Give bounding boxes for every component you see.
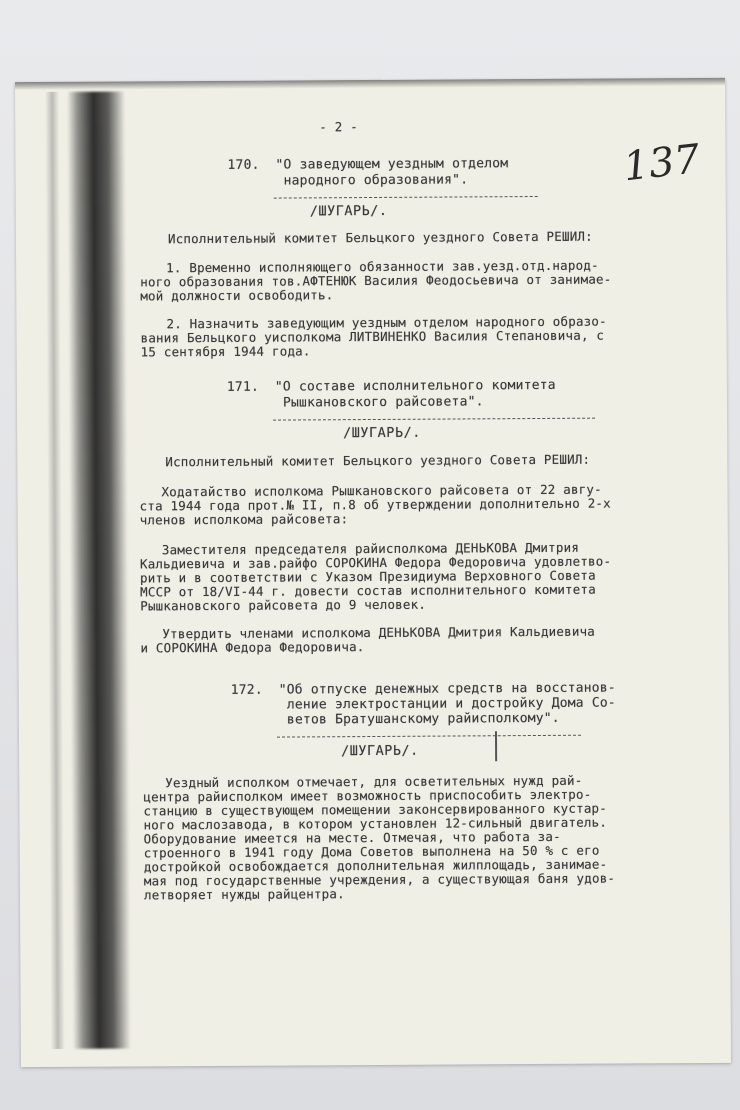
section-171-title-line-2: Рышкановского райсовета".: [282, 394, 484, 411]
section-172-signature: /ШУГАРЬ/.: [341, 742, 419, 760]
section-172-divider: [277, 735, 581, 738]
section-171-p1-line-2: ста 1944 года прот.№ II, п.8 об утверждении дополнительно 2-х: [139, 495, 611, 514]
section-170-title-line-2: народного образования".: [283, 172, 469, 189]
binding-shadow-light: [45, 92, 65, 1049]
section-171-p1-line-3: членов исполкома райсовета:: [139, 511, 349, 528]
section-172-p1-line-9: летворяет нужды райцентра.: [143, 886, 345, 903]
section-171-p2-line-1: Заместителя председателя райисполкома ДЕНЬКОВА Дмитрия: [161, 539, 580, 558]
section-172-title-line-2: ление электростанции и достройку Дома Со-: [286, 695, 616, 713]
section-172-p1-line-5: Оборудование имеется на месте. Отмечая, что работа за-: [143, 828, 561, 847]
section-171-p2-line-2: Кальдиевича и зав.райфо СОРОКИНА Федора Федоровича удовлетво-: [139, 553, 612, 572]
section-170-divider: [274, 196, 538, 199]
section-171-title-line-1: "О составе исполнительного комитета: [274, 377, 556, 395]
section-170-title-line-1: "О заведующем уездным отделом: [275, 156, 509, 173]
section-170-p1-line-3: мой должности освободить.: [140, 287, 334, 304]
section-172-title-line-1: "Об отпуске денежных средств на восстанов-: [278, 680, 616, 698]
section-172-p1-line-7: достройкой освобождается дополнительная жилплощадь, занимае-: [143, 856, 608, 875]
document-sheet: [15, 78, 731, 1067]
section-172-p1-line-3: станцию в существующем помещении законсервированного кустар-: [143, 800, 608, 819]
section-172-p1-line-4: ного маслозавода, в котором установлен 12-сильный двигатель.: [143, 814, 608, 833]
section-171-p3-line-1: Утвердить членами исполкома ДЕНЬКОВА Дмитрия Кальдиевича: [162, 623, 596, 642]
top-shadow-edge: [15, 78, 725, 90]
section-172-p1-line-8: мая под государственные учреждения, а существующая баня удов-: [143, 870, 616, 889]
pencil-mark: [495, 731, 497, 761]
section-170-p1-line-2: ного образования тов.АФТЕНЮК Василия Феодосьевича от занимае-: [140, 271, 612, 290]
page-number: - 2 -: [319, 119, 358, 135]
handwritten-archive-number: 137: [621, 136, 703, 191]
section-172-p1-line-1: Уездный исполком отмечает, для осветительных нужд рай-: [165, 772, 583, 791]
section-171-p2-line-5: Рышкановского райсовета до 9 человек.: [140, 596, 427, 614]
section-171-p3-line-2: и СОРОКИНА Федора Федоровича.: [140, 639, 365, 656]
section-170-p2-line-2: вания Бельцкого уисполкома ЛИТВИНЕНКО Василия Степановича, с: [140, 327, 605, 346]
section-172-p1-line-6: строенного в 1941 году Дома Советов выполнена на 50 % с его: [143, 842, 600, 861]
section-172-number: 172.: [230, 682, 263, 698]
binding-shadow: [67, 92, 131, 1049]
section-171-p1-line-1: Ходатайство исполкома Рышкановского райсовета от 22 авгу-: [161, 481, 602, 500]
section-170-signature: /ШУГАРЬ/.: [309, 202, 388, 220]
section-172-title-line-3: ветов Братушанскому райисполкому".: [286, 710, 560, 728]
section-171-p2-line-3: рить и в соответствии с Указом Президиума Верховного Совета: [139, 567, 596, 586]
section-170-p1-line-1: 1. Временно исполняющего обязанности зав.уезд.отд.народ-: [166, 257, 599, 276]
section-170-p2-line-3: 15 сентября 1944 года.: [140, 343, 311, 360]
section-172-p1-line-2: центра райисполком имеет возможность приспособить электро-: [143, 786, 592, 805]
section-171-p2-line-4: МССР от 18/VI-44 г. довести состав исполнительного комитета: [140, 581, 596, 600]
section-171-number: 171.: [226, 379, 260, 395]
section-171-signature: /ШУГАРЬ/.: [343, 424, 421, 442]
section-171-divider: [273, 418, 595, 421]
section-171-preamble: Исполнительный комитет Бельцкого уездного Совета РЕШИЛ:: [165, 451, 591, 470]
section-170-p2-line-1: 2. Назначить заведующим уездным отделом народного образо-: [166, 313, 607, 332]
section-170-number: 170.: [227, 157, 260, 173]
section-170-preamble: Исполнительный комитет Бельцкого уездного Совета РЕШИЛ:: [167, 228, 593, 247]
